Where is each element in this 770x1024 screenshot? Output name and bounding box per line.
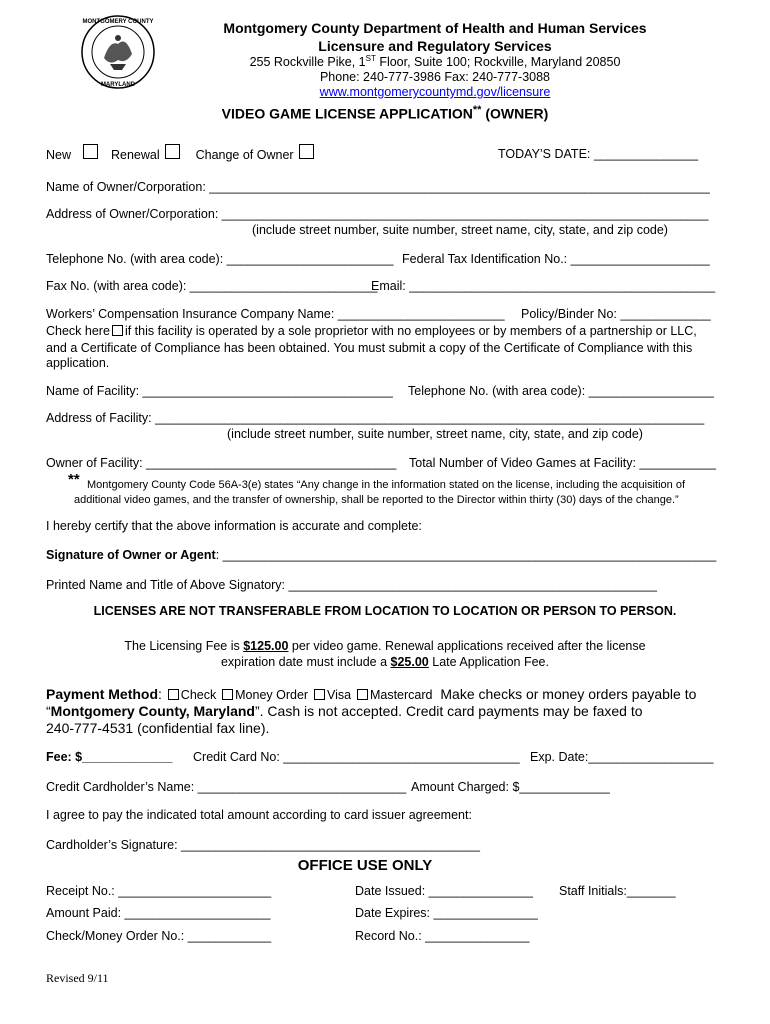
visa-checkbox[interactable] [314,689,325,700]
printed-name-field[interactable]: Printed Name and Title of Above Signatory: _____________________________________________________ [46,578,657,592]
record-number-field[interactable]: Record No.: _______________ [355,929,530,943]
facility-name-field[interactable]: Name of Facility: ____________________________________ [46,384,393,398]
svg-text:MONTGOMERY COUNTY: MONTGOMERY COUNTY [82,19,154,25]
card-agreement-text: I agree to pay the indicated total amount according to card issuer agreement: [46,808,472,822]
credit-card-number-field[interactable]: Credit Card No: __________________________________ [193,750,520,764]
renewal-checkbox[interactable] [165,144,180,159]
sole-proprietor-checkbox[interactable] [112,325,123,336]
check-money-order-field[interactable]: Check/Money Order No.: ____________ [46,929,272,943]
fax-line: 240-777-4531 (confidential fax line). [46,720,270,736]
receipt-number-field[interactable]: Receipt No.: ______________________ [46,884,272,898]
licensing-fee-text: The Licensing Fee is $125.00 per video game. Renewal applications received after the license [124,639,646,653]
date-issued-field[interactable]: Date Issued: _______________ [355,884,533,898]
check-checkbox[interactable] [168,689,179,700]
facility-address-field[interactable]: Address of Facility: _______________________________________________________________________________ [46,411,705,425]
application-type-row: New Renewal Change of Owner [46,144,316,162]
org-address: 255 Rockville Pike, 1ST Floor, Suite 100; Rockville, Maryland 20850 [249,54,621,70]
certificate-text-end: application. [46,356,110,370]
fee-field[interactable]: Fee: $_____________ [46,750,173,764]
amount-charged-field[interactable]: Amount Charged: $_____________ [411,780,610,794]
todays-date-field[interactable]: TODAY’S DATE: _______________ [498,147,699,161]
org-phone-fax: Phone: 240-777-3986 Fax: 240-777-3088 [319,70,551,84]
total-video-games-field[interactable]: Total Number of Video Games at Facility: ___________ [409,456,716,470]
sole-proprietor-line: Check here if this facility is operated by a sole proprietor with no employees or by members of a partnership or LLC, [46,324,697,338]
owner-telephone-field[interactable]: Telephone No. (with area code): ________________________ [46,252,394,266]
owner-email-field[interactable]: Email: ____________________________________________ [371,279,716,293]
certificate-text: and a Certificate of Compliance has been obtained. You must submit a copy of the Certificate of Compliance with this [46,341,693,355]
late-fee-text: expiration date must include a $25.00 Late Application Fee. [220,655,549,669]
code-note-asterisks: ** [68,471,80,488]
owner-name-field[interactable]: Name of Owner/Corporation: ________________________________________________________________________ [46,180,710,194]
change-of-owner-checkbox[interactable] [299,144,314,159]
staff-initials-field[interactable]: Staff Initials:_______ [559,884,676,898]
facility-address-hint: (include street number, suite number, street name, city, state, and zip code) [227,427,643,441]
amount-paid-field[interactable]: Amount Paid: _____________________ [46,906,271,920]
owner-signature-field[interactable]: Signature of Owner or Agent: _______________________________________________________________________ [46,548,717,562]
workers-comp-insurance-field[interactable]: Workers’ Compensation Insurance Company Name: ________________________ [46,307,505,321]
owner-address-hint: (include street number, suite number, street name, city, state, and zip code) [252,223,668,237]
money-order-checkbox[interactable] [222,689,233,700]
facility-owner-field[interactable]: Owner of Facility: ____________________________________ [46,456,397,470]
payment-method-row: Payment Method: Check Money Order Visa Mastercard Make checks or money orders payable to [46,686,697,702]
svg-text:MARYLAND: MARYLAND [100,82,136,88]
county-seal-logo [80,14,156,90]
code-note-line1: Montgomery County Code 56A-3(e) states “Any change in the information stated on the license, including the acquisition of [87,479,686,491]
certify-statement: I hereby certify that the above information is accurate and complete: [46,519,422,533]
cardholder-name-field[interactable]: Credit Cardholder’s Name: ______________________________ [46,780,407,794]
payee-line: “Montgomery County, Maryland”. Cash is not accepted. Credit card payments may be faxed to [46,703,643,719]
office-use-title: OFFICE USE ONLY [297,857,433,874]
new-checkbox[interactable] [83,144,98,159]
revision-note: Revised 9/11 [46,971,109,985]
not-transferable-notice: LICENSES ARE NOT TRANSFERABLE FROM LOCATION TO LOCATION OR PERSON TO PERSON. [93,604,677,618]
org-title: Montgomery County Department of Health and Human Services [223,20,647,36]
date-expires-field[interactable]: Date Expires: _______________ [355,906,538,920]
owner-fax-field[interactable]: Fax No. (with area code): ___________________________ [46,279,378,293]
facility-telephone-field[interactable]: Telephone No. (with area code): __________________ [408,384,714,398]
expiration-date-field[interactable]: Exp. Date:__________________ [530,750,714,764]
mastercard-checkbox[interactable] [357,689,368,700]
federal-tax-id-field[interactable]: Federal Tax Identification No.: ____________________ [402,252,710,266]
cardholder-signature-field[interactable]: Cardholder’s Signature: ___________________________________________ [46,838,480,852]
policy-binder-field[interactable]: Policy/Binder No: _____________ [521,307,711,321]
owner-address-field[interactable]: Address of Owner/Corporation: ______________________________________________________________________ [46,207,709,221]
website-link[interactable]: www.montgomerycountymd.gov/licensure [319,85,551,99]
org-subtitle: Licensure and Regulatory Services [318,38,552,54]
code-note-line2: additional video games, and the transfer of ownership, shall be reported to the Director within thirty (30) days of the change.” [74,494,679,506]
form-title: VIDEO GAME LICENSE APPLICATION** (OWNER) [221,104,549,122]
